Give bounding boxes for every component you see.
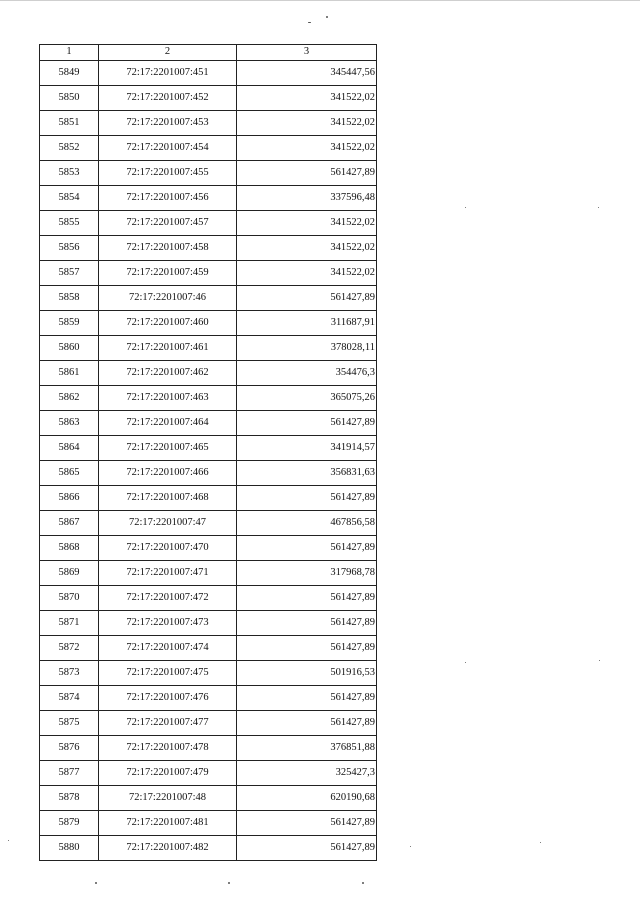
row-number: 5852 [40, 136, 99, 161]
cadastral-number: 72:17:2201007:48 [99, 786, 237, 811]
cadastral-number: 72:17:2201007:472 [99, 586, 237, 611]
cadastral-number: 72:17:2201007:456 [99, 186, 237, 211]
row-number: 5864 [40, 436, 99, 461]
scan-speck [465, 662, 466, 663]
cadastral-number: 72:17:2201007:475 [99, 661, 237, 686]
cadastral-number: 72:17:2201007:476 [99, 686, 237, 711]
row-number: 5856 [40, 236, 99, 261]
row-number: 5872 [40, 636, 99, 661]
table-header [40, 45, 377, 61]
cadastral-number: 72:17:2201007:46 [99, 286, 237, 311]
row-number: 5861 [40, 361, 99, 386]
column-header-1: 1 [40, 45, 99, 61]
cadastral-number: 72:17:2201007:462 [99, 361, 237, 386]
row-number: 5873 [40, 661, 99, 686]
scan-speck [362, 882, 364, 884]
row-number: 5879 [40, 811, 99, 836]
scan-speck [465, 207, 466, 208]
table-row [40, 161, 377, 186]
row-number: 5867 [40, 511, 99, 536]
table-row [40, 836, 377, 861]
cadastral-value: 341522,02 [237, 111, 377, 136]
row-number: 5862 [40, 386, 99, 411]
table-row [40, 111, 377, 136]
cadastral-number: 72:17:2201007:465 [99, 436, 237, 461]
cadastral-value: 561427,89 [237, 711, 377, 736]
cadastral-number: 72:17:2201007:460 [99, 311, 237, 336]
cadastral-number: 72:17:2201007:471 [99, 561, 237, 586]
row-number: 5865 [40, 461, 99, 486]
table-row [40, 236, 377, 261]
table-row [40, 461, 377, 486]
row-number: 5853 [40, 161, 99, 186]
column-header-3: 3 [237, 45, 377, 61]
cadastral-number: 72:17:2201007:453 [99, 111, 237, 136]
table-row [40, 186, 377, 211]
table-row [40, 361, 377, 386]
cadastral-value: 341522,02 [237, 236, 377, 261]
row-number: 5877 [40, 761, 99, 786]
cadastral-number: 72:17:2201007:468 [99, 486, 237, 511]
row-number: 5857 [40, 261, 99, 286]
cadastral-number: 72:17:2201007:454 [99, 136, 237, 161]
table-row [40, 786, 377, 811]
row-number: 5871 [40, 611, 99, 636]
cadastral-number: 72:17:2201007:463 [99, 386, 237, 411]
cadastral-number: 72:17:2201007:478 [99, 736, 237, 761]
cadastral-value: 561427,89 [237, 536, 377, 561]
table-body [40, 61, 377, 861]
cadastral-number: 72:17:2201007:455 [99, 161, 237, 186]
scan-speck [326, 16, 328, 18]
row-number: 5870 [40, 586, 99, 611]
cadastral-value: 354476,3 [237, 361, 377, 386]
scan-speck [228, 882, 230, 884]
table-row [40, 411, 377, 436]
cadastral-number: 72:17:2201007:451 [99, 61, 237, 86]
table-row [40, 511, 377, 536]
cadastral-value: 561427,89 [237, 161, 377, 186]
table-row [40, 611, 377, 636]
cadastral-number: 72:17:2201007:458 [99, 236, 237, 261]
cadastral-value: 561427,89 [237, 636, 377, 661]
column-header-2: 2 [99, 45, 237, 61]
row-number: 5875 [40, 711, 99, 736]
row-number: 5849 [40, 61, 99, 86]
scan-speck [95, 882, 97, 884]
cadastral-value: 341522,02 [237, 136, 377, 161]
row-number: 5850 [40, 86, 99, 111]
scan-speck [8, 840, 9, 841]
cadastral-number: 72:17:2201007:459 [99, 261, 237, 286]
cadastral-value: 356831,63 [237, 461, 377, 486]
table-row [40, 286, 377, 311]
cadastral-value: 341522,02 [237, 261, 377, 286]
table-row [40, 86, 377, 111]
table-row [40, 136, 377, 161]
cadastral-value: 341522,02 [237, 211, 377, 236]
cadastral-number: 72:17:2201007:470 [99, 536, 237, 561]
row-number: 5863 [40, 411, 99, 436]
table-row [40, 336, 377, 361]
row-number: 5866 [40, 486, 99, 511]
cadastral-value: 501916,53 [237, 661, 377, 686]
table-row [40, 261, 377, 286]
cadastral-value: 365075,26 [237, 386, 377, 411]
table-row [40, 561, 377, 586]
cadastral-number: 72:17:2201007:457 [99, 211, 237, 236]
row-number: 5868 [40, 536, 99, 561]
row-number: 5858 [40, 286, 99, 311]
table-row [40, 736, 377, 761]
cadastral-number: 72:17:2201007:477 [99, 711, 237, 736]
cadastral-number: 72:17:2201007:464 [99, 411, 237, 436]
table-row [40, 686, 377, 711]
row-number: 5860 [40, 336, 99, 361]
header-row [40, 45, 377, 61]
table-row [40, 386, 377, 411]
cadastral-value: 376851,88 [237, 736, 377, 761]
cadastral-value: 561427,89 [237, 811, 377, 836]
cadastral-number: 72:17:2201007:47 [99, 511, 237, 536]
cadastral-value: 561427,89 [237, 836, 377, 861]
row-number: 5851 [40, 111, 99, 136]
table-row [40, 636, 377, 661]
scan-speck [599, 660, 600, 661]
scan-speck [410, 846, 411, 847]
cadastral-value-table [39, 44, 377, 861]
cadastral-value: 325427,3 [237, 761, 377, 786]
cadastral-value: 337596,48 [237, 186, 377, 211]
row-number: 5876 [40, 736, 99, 761]
table-row [40, 211, 377, 236]
cadastral-value: 311687,91 [237, 311, 377, 336]
row-number: 5874 [40, 686, 99, 711]
page-top-edge [0, 0, 640, 1]
row-number: 5859 [40, 311, 99, 336]
cadastral-number: 72:17:2201007:452 [99, 86, 237, 111]
table-row [40, 311, 377, 336]
cadastral-number: 72:17:2201007:473 [99, 611, 237, 636]
table-row [40, 536, 377, 561]
row-number: 5855 [40, 211, 99, 236]
cadastral-number: 72:17:2201007:474 [99, 636, 237, 661]
cadastral-number: 72:17:2201007:481 [99, 811, 237, 836]
cadastral-value: 378028,11 [237, 336, 377, 361]
table-row [40, 61, 377, 86]
cadastral-value: 561427,89 [237, 486, 377, 511]
row-number: 5878 [40, 786, 99, 811]
cadastral-value: 341522,02 [237, 86, 377, 111]
cadastral-number: 72:17:2201007:461 [99, 336, 237, 361]
row-number: 5880 [40, 836, 99, 861]
table-row [40, 586, 377, 611]
table-row [40, 761, 377, 786]
cadastral-number: 72:17:2201007:479 [99, 761, 237, 786]
cadastral-value: 317968,78 [237, 561, 377, 586]
table-row [40, 436, 377, 461]
row-number: 5854 [40, 186, 99, 211]
table-row [40, 811, 377, 836]
cadastral-value: 467856,58 [237, 511, 377, 536]
cadastral-value: 561427,89 [237, 611, 377, 636]
scan-speck [598, 207, 599, 208]
row-number: 5869 [40, 561, 99, 586]
scan-speck [540, 842, 541, 843]
cadastral-value: 561427,89 [237, 286, 377, 311]
table-row [40, 486, 377, 511]
table-row [40, 661, 377, 686]
cadastral-value: 341914,57 [237, 436, 377, 461]
cadastral-value: 561427,89 [237, 586, 377, 611]
cadastral-value: 345447,56 [237, 61, 377, 86]
table-row [40, 711, 377, 736]
cadastral-value: 561427,89 [237, 411, 377, 436]
cadastral-number: 72:17:2201007:466 [99, 461, 237, 486]
cadastral-number: 72:17:2201007:482 [99, 836, 237, 861]
cadastral-value: 561427,89 [237, 686, 377, 711]
cadastral-value: 620190,68 [237, 786, 377, 811]
scan-speck [308, 22, 311, 23]
